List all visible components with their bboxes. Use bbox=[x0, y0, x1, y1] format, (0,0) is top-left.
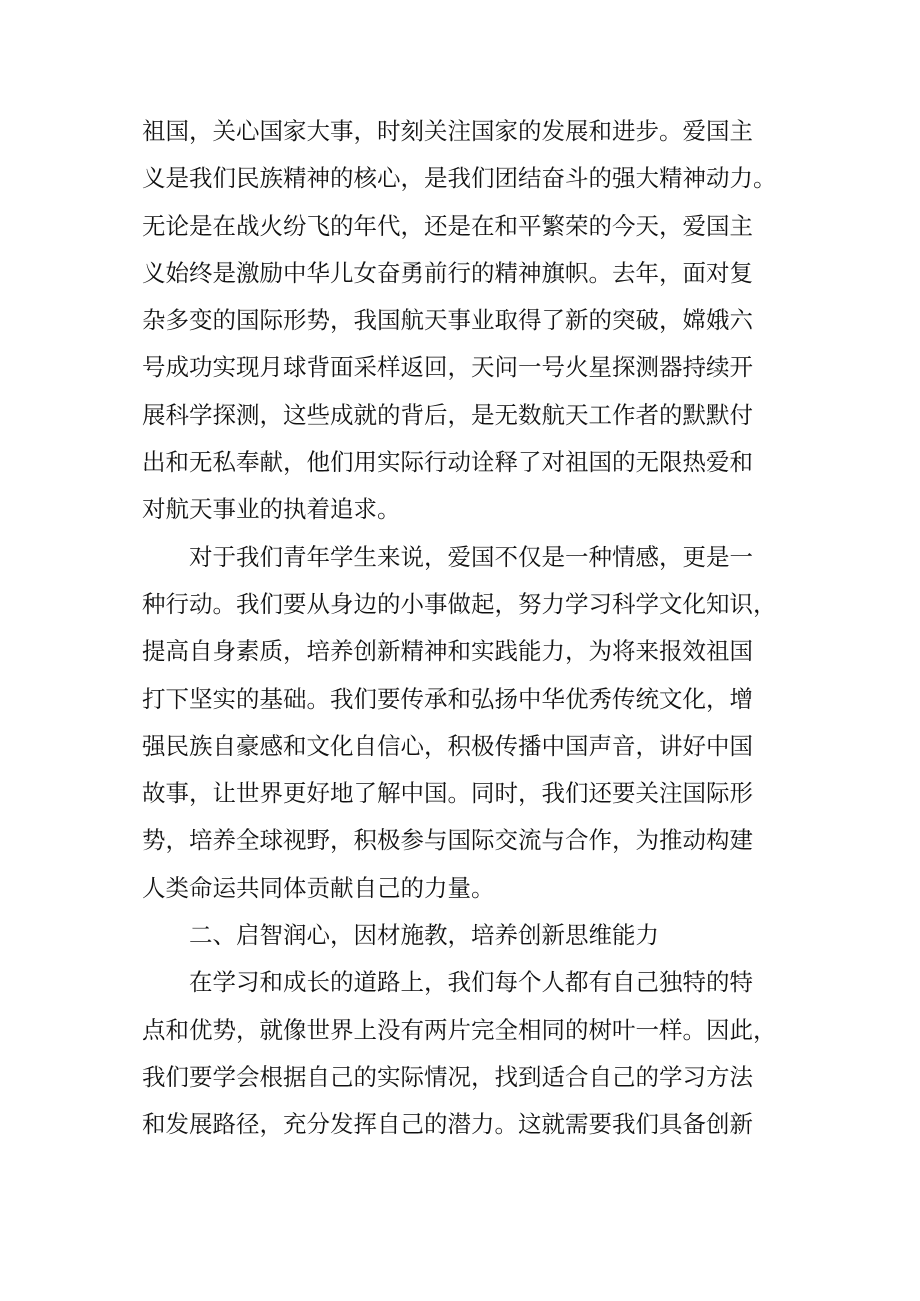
text-line: 号成功实现月球背面采样返回，天问一号火星探测器持续开 bbox=[142, 353, 753, 382]
text-line: 出和无私奉献，他们用实际行动诠释了对祖国的无限热爱和 bbox=[142, 448, 753, 477]
text-line: 人类命运共同体贡献自己的力量。 bbox=[142, 873, 495, 902]
text-line: 提高自身素质，培养创新精神和实践能力，为将来报效祖国 bbox=[142, 637, 753, 666]
text-line: 种行动。我们要从身边的小事做起，努力学习科学文化知识， bbox=[142, 589, 777, 618]
paragraph-start-line: 对于我们青年学生来说，爱国不仅是一种情感，更是一 bbox=[189, 542, 753, 571]
text-line: 强民族自豪感和文化自信心，积极传播中国声音，讲好中国 bbox=[142, 731, 753, 760]
text-line: 打下坚实的基础。我们要传承和弘扬中华优秀传统文化，增 bbox=[142, 684, 753, 713]
text-line: 义是我们民族精神的核心，是我们团结奋斗的强大精神动力。 bbox=[142, 164, 777, 193]
text-line: 祖国，关心国家大事，时刻关注国家的发展和进步。爱国主 bbox=[142, 117, 753, 145]
text-line: 无论是在战火纷飞的年代，还是在和平繁荣的今天，爱国主 bbox=[142, 211, 753, 240]
paragraph-start-line: 在学习和成长的道路上，我们每个人都有自己独特的特 bbox=[189, 968, 753, 997]
text-line: 点和优势，就像世界上没有两片完全相同的树叶一样。因此， bbox=[142, 1015, 777, 1044]
text-line: 杂多变的国际形势，我国航天事业取得了新的突破，嫦娥六 bbox=[142, 306, 753, 335]
text-line: 势，培养全球视野，积极参与国际交流与合作，为推动构建 bbox=[142, 826, 753, 855]
text-line: 展科学探测，这些成就的背后，是无数航天工作者的默默付 bbox=[142, 400, 753, 429]
text-line: 故事，让世界更好地了解中国。同时，我们还要关注国际形 bbox=[142, 779, 753, 808]
text-line: 义始终是激励中华儿女奋勇前行的精神旗帜。去年，面对复 bbox=[142, 258, 753, 287]
section-heading: 二、启智润心，因材施教，培养创新思维能力 bbox=[189, 921, 659, 950]
text-line: 和发展路径，充分发挥自己的潜力。这就需要我们具备创新 bbox=[142, 1110, 753, 1139]
document-body bbox=[142, 108, 792, 1149]
text-line: 我们要学会根据自己的实际情况，找到适合自己的学习方法 bbox=[142, 1062, 753, 1091]
text-line: 对航天事业的执着追求。 bbox=[142, 495, 401, 524]
